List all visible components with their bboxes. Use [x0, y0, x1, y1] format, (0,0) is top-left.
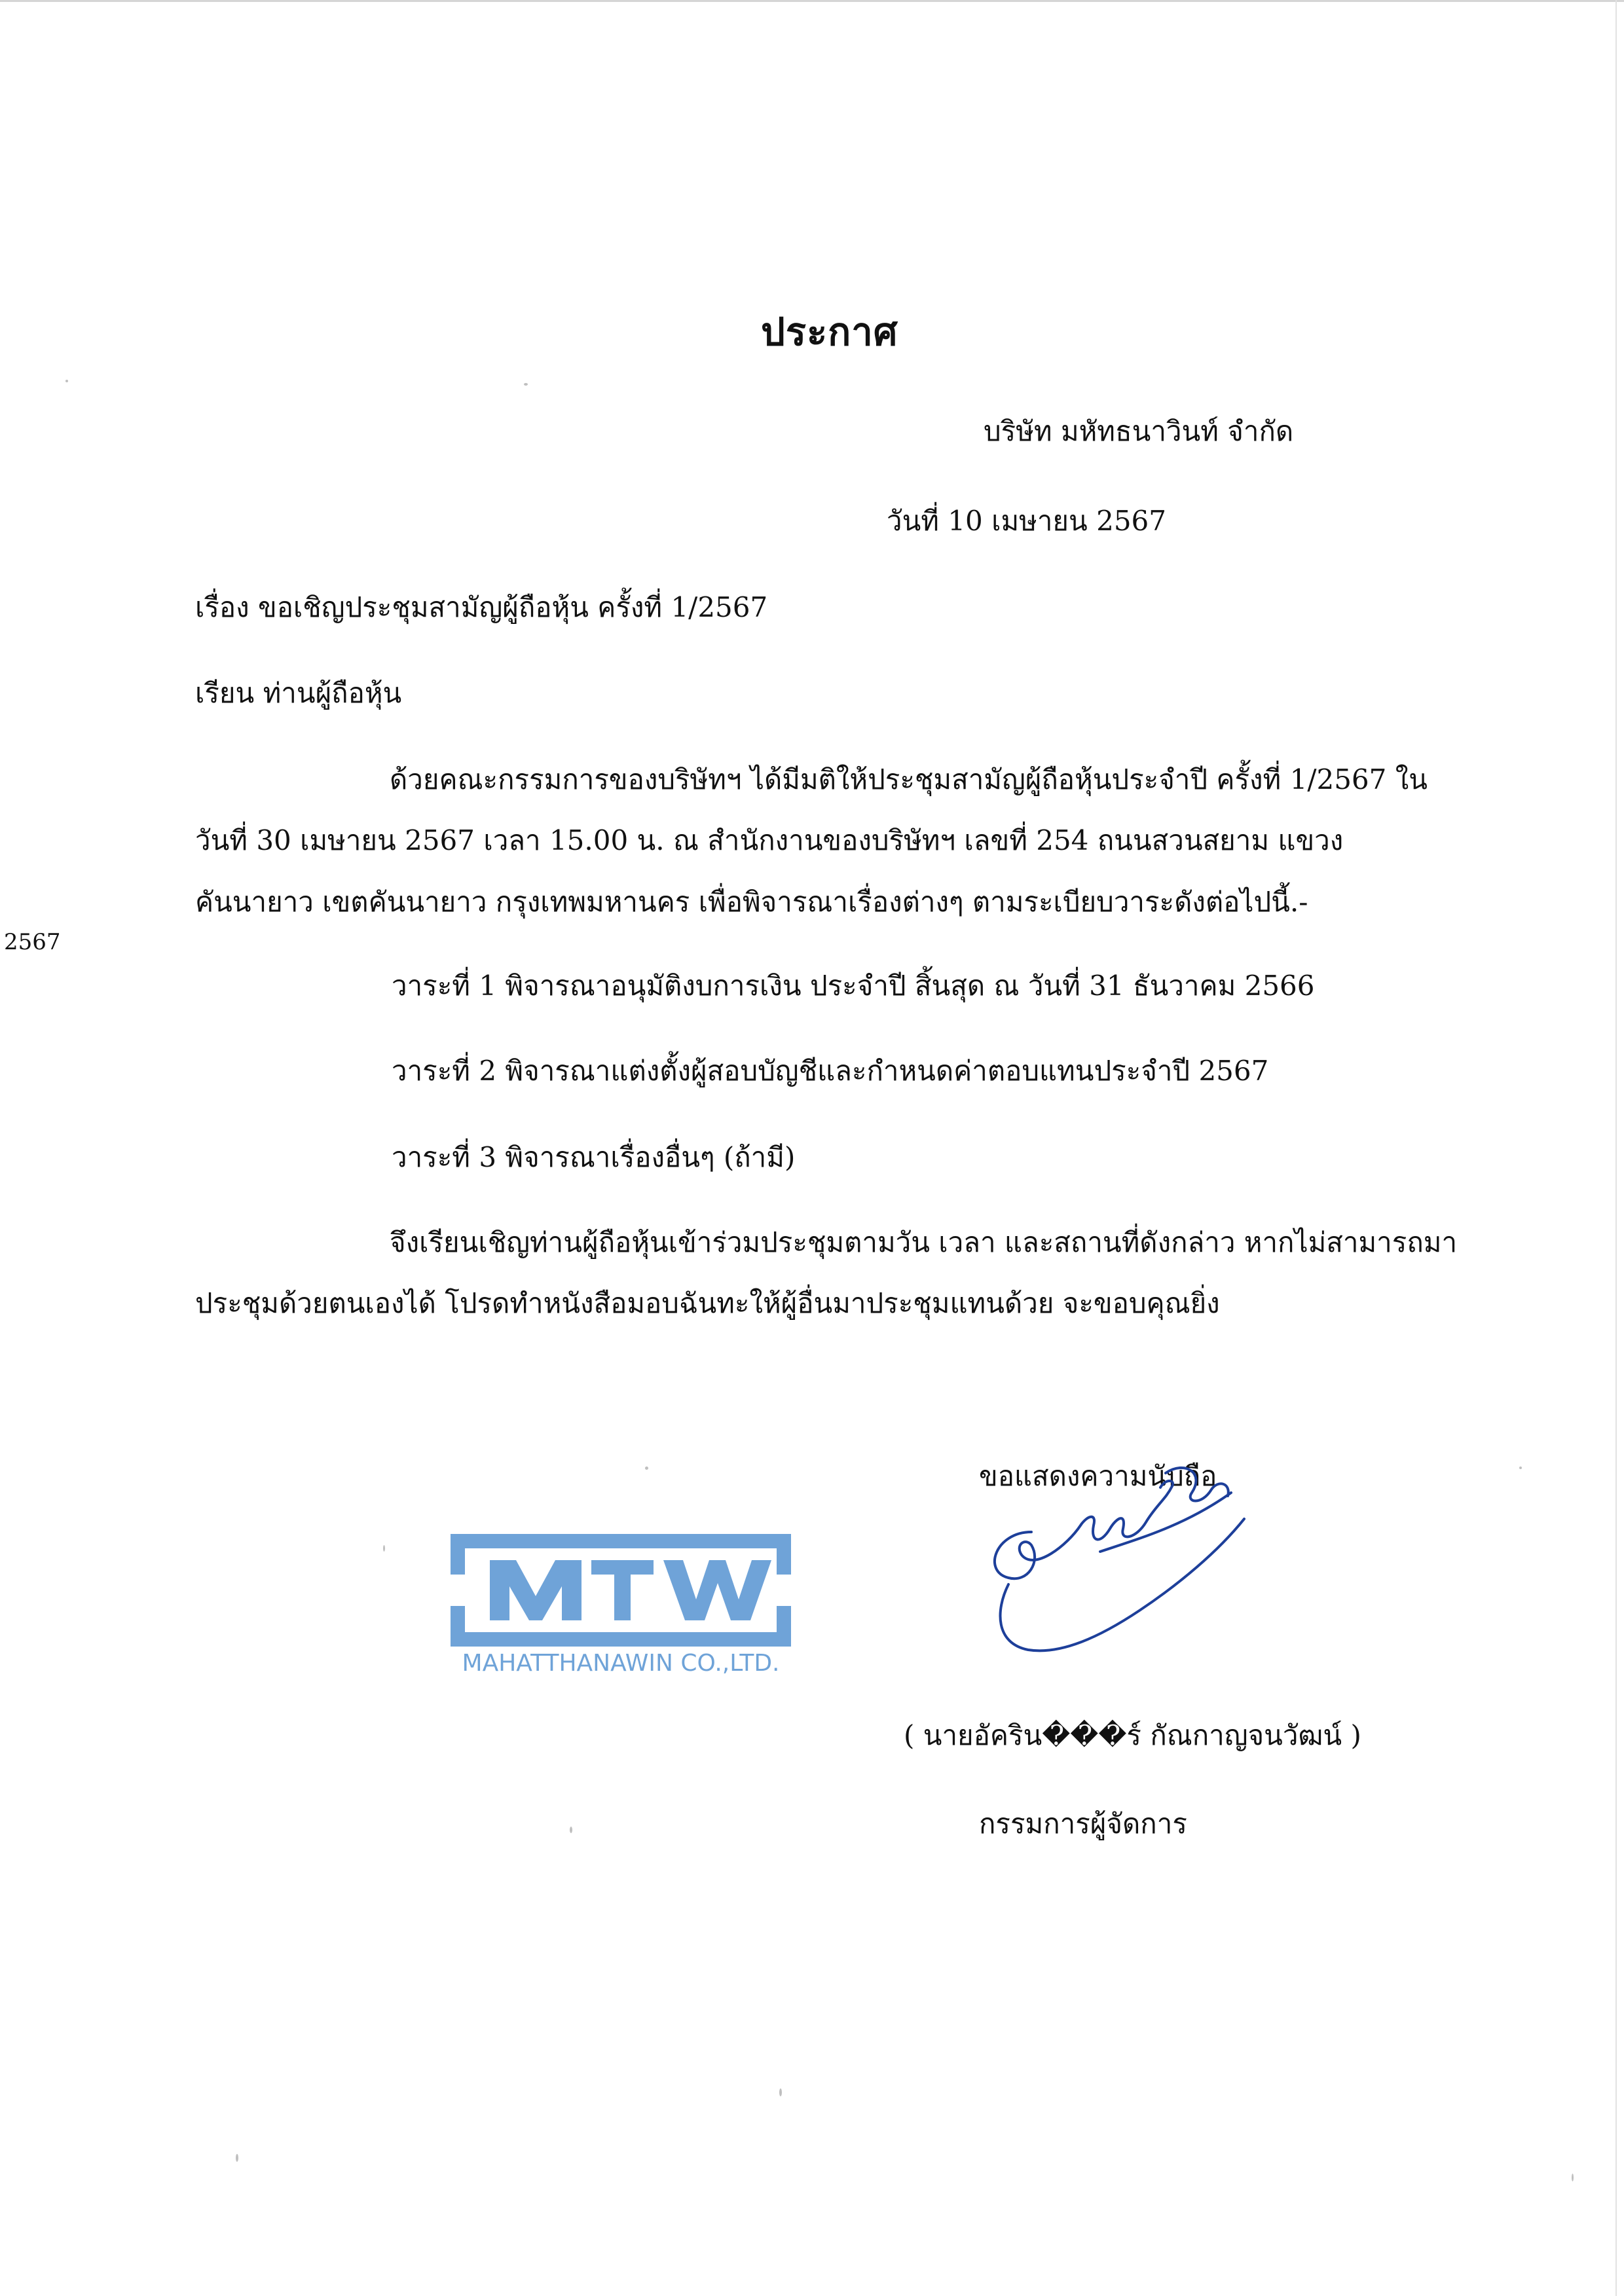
closing-text: ขอแสดงความนับถือ: [979, 1460, 1217, 1492]
document-date: วันที่ 10 เมษายน 2567: [887, 505, 1166, 537]
agenda-item: วาระที่ 3 พิจารณาเรื่องอื่นๆ (ถ้ามี): [392, 1141, 796, 1173]
scan-edge-right: [1615, 0, 1617, 2296]
company-name: บริษัท มหัทธนาวินท์ จำกัด: [984, 415, 1294, 447]
logo-company-text: MAHATTHANAWIN CO.,LTD.: [462, 1650, 780, 1677]
scan-speck: [524, 383, 528, 386]
handwritten-signature: [969, 1447, 1310, 1669]
scan-speck: [65, 380, 68, 382]
subject-line: เรื่อง ขอเชิญประชุมสามัญผู้ถือหุ้น ครั้งที่ 1/2567: [195, 591, 768, 623]
scan-speck: [383, 1545, 385, 1552]
salutation: เรียน ท่านผู้ถือหุ้น: [195, 677, 402, 709]
paragraph-line: วันที่ 30 เมษายน 2567 เวลา 15.00 น. ณ สำนักงานของบริษัทฯ เลขที่ 254 ถนนสวนสยาม แขวง: [195, 824, 1344, 856]
scan-speck: [570, 1827, 572, 1833]
margin-note: 2567: [4, 929, 61, 955]
scan-speck: [645, 1467, 648, 1470]
signer-position: กรรมการผู้จัดการ: [979, 1808, 1187, 1840]
paragraph-line: ประชุมด้วยตนเองได้ โปรดทำหนังสือมอบฉันทะให้ผู้อื่นมาประชุมแทนด้วย จะขอบคุณยิ่ง: [195, 1287, 1220, 1319]
document-title: ประกาศ: [761, 310, 898, 354]
agenda-item: วาระที่ 2 พิจารณาแต่งตั้งผู้สอบบัญชีและกำหนดค่าตอบแทนประจำปี 2567: [392, 1055, 1269, 1087]
paragraph-line: จึงเรียนเชิญท่านผู้ถือหุ้นเข้าร่วมประชุมตามวัน เวลา และสถานที่ดังกล่าว หากไม่สามารถมา: [390, 1226, 1458, 1258]
paragraph-line: คันนายาว เขตคันนายาว กรุงเทพมหานคร เพื่อพิจารณาเรื่องต่างๆ ตามระเบียบวาระดังต่อไปนี้.-: [195, 886, 1308, 918]
scan-speck: [1519, 1467, 1522, 1469]
paragraph-line: ด้วยคณะกรรมการของบริษัทฯ ได้มีมติให้ประชุมสามัญผู้ถือหุ้นประจำปี ครั้งที่ 1/2567 ใน: [390, 763, 1428, 795]
scan-edge-top: [0, 0, 1624, 2]
scan-speck: [236, 2154, 238, 2162]
scan-speck: [1572, 2174, 1574, 2181]
scan-speck: [779, 2088, 782, 2096]
signer-name: ( นายอัคริน���ร์ กัณกาญจนวัฒน์ ): [904, 1719, 1361, 1751]
agenda-item: วาระที่ 1 พิจารณาอนุมัติงบการเงิน ประจำปี สิ้นสุด ณ วันที่ 31 ธันวาคม 2566: [392, 970, 1315, 1002]
